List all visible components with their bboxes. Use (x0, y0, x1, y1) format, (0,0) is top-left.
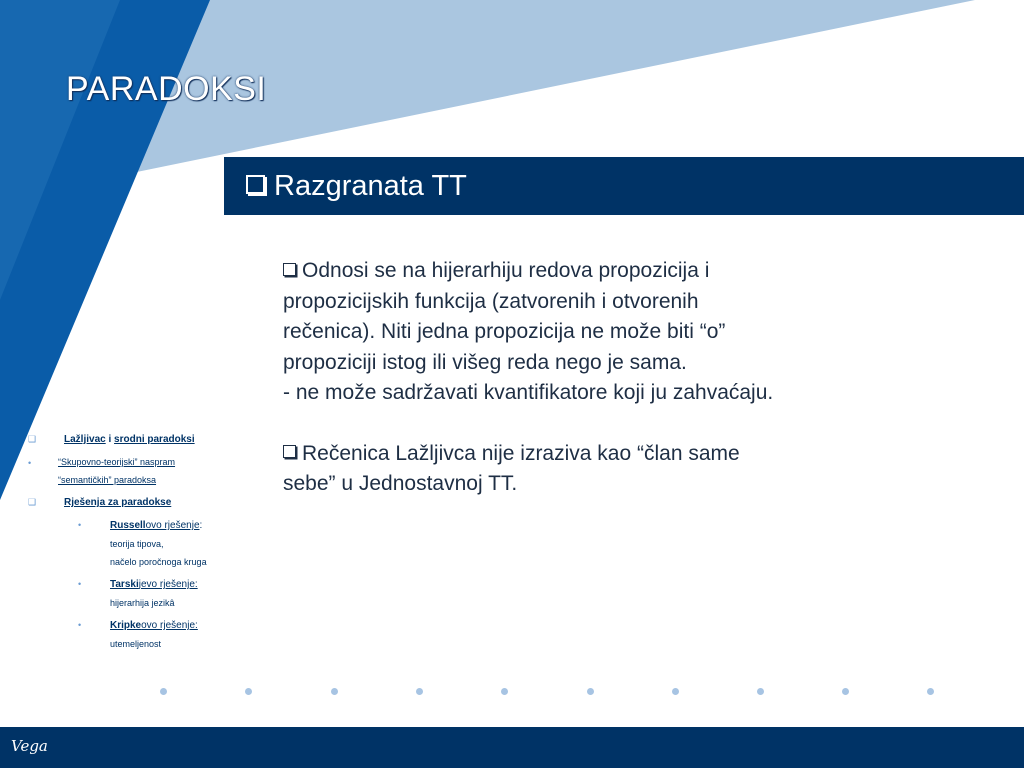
text-line: “semantičkih” paradoksa (58, 475, 157, 485)
dot-bullet-icon: • (78, 520, 82, 530)
text-line: propozicijskih funkcija (zatvorenih i otvorenih (283, 289, 699, 313)
paragraph-2 (283, 439, 903, 500)
nav-item-set-vs-semantic (58, 457, 175, 467)
colon: : (199, 520, 203, 531)
link-russell-solution[interactable] (110, 520, 200, 531)
nav-sub-kripke (110, 620, 198, 631)
dot-bullet-icon: • (78, 620, 82, 630)
dot-icon (672, 688, 679, 695)
link-related-paradoxes[interactable]: srodni paradoksi (114, 434, 195, 445)
nav-sub-russell (110, 520, 202, 531)
dot-bullet-icon: • (78, 579, 82, 589)
russell-detail-1: teorija tipova, (110, 539, 164, 549)
text-line: sebe” u Jednostavnoj TT. (283, 472, 518, 495)
square-bullet-icon: ❑ (28, 434, 37, 444)
text-bold: Russell (110, 520, 146, 531)
dot-icon (757, 688, 764, 695)
tarski-detail: hijerarhija jezikâ (110, 598, 175, 608)
slide-heading (246, 170, 467, 203)
text-line: Odnosi se na hijerarhiju redova propozicija i (302, 259, 710, 282)
dot-icon (160, 688, 167, 695)
text-line: - ne može sadržavati kvantifikatore koji ju zahvaćaju. (283, 381, 774, 404)
text-bold: Kripke (110, 620, 142, 631)
text-rest: jevo rješenje: (138, 579, 198, 590)
dot-icon (245, 688, 252, 695)
checkbox-bullet-icon (283, 263, 296, 276)
footer-bar (0, 727, 1024, 768)
russell-detail-2: načelo poročnoga kruga (110, 557, 207, 567)
slide-title: PARADOKSI (66, 70, 267, 108)
nav-separator: i (105, 434, 115, 445)
link-set-theoretic-vs-semantic[interactable] (58, 457, 175, 467)
checkbox-bullet-icon (283, 445, 296, 458)
kripke-detail: utemeljenost (110, 639, 162, 649)
text-line: “Skupovno-teorijski” naspram (58, 457, 176, 467)
heading-bar (224, 157, 1024, 215)
main-content (283, 256, 903, 500)
text-line: Rečenica Lažljivca nije izraziva kao “član same (302, 441, 740, 465)
checkbox-bullet-icon (246, 175, 265, 194)
heading-text: Razgranata TT (274, 170, 467, 202)
text-line: propoziciji istog ili višeg reda nego je sama. (283, 350, 687, 374)
text-line: rečenica). Niti jedna propozicija ne može biti “o” (283, 320, 726, 343)
text-rest: ovo rješenje (145, 520, 200, 531)
dot-icon (331, 688, 338, 695)
link-liar[interactable]: Lažljivac (64, 434, 106, 445)
nav-item-liar (64, 434, 195, 445)
nav-item-set-vs-semantic-line2 (58, 475, 156, 485)
dot-icon (501, 688, 508, 695)
nav-sub-tarski (110, 579, 198, 590)
dot-icon (587, 688, 594, 695)
text-bold: Tarski (110, 579, 139, 590)
link-solutions[interactable]: Rješenja za paradokse (64, 497, 172, 508)
decorative-dot-row (0, 688, 1024, 698)
paragraph-1 (283, 256, 903, 409)
link-set-theoretic-vs-semantic-2[interactable] (58, 475, 156, 485)
square-bullet-icon: ❑ (28, 497, 37, 507)
link-tarski-solution[interactable] (110, 579, 198, 590)
footer-brand: Vega (11, 737, 48, 755)
text-rest: ovo rješenje: (141, 620, 198, 631)
link-kripke-solution[interactable] (110, 620, 198, 631)
dot-icon (416, 688, 423, 695)
dot-icon (842, 688, 849, 695)
dot-icon (927, 688, 934, 695)
dot-bullet-icon: • (28, 458, 32, 468)
nav-item-solutions (64, 497, 171, 508)
